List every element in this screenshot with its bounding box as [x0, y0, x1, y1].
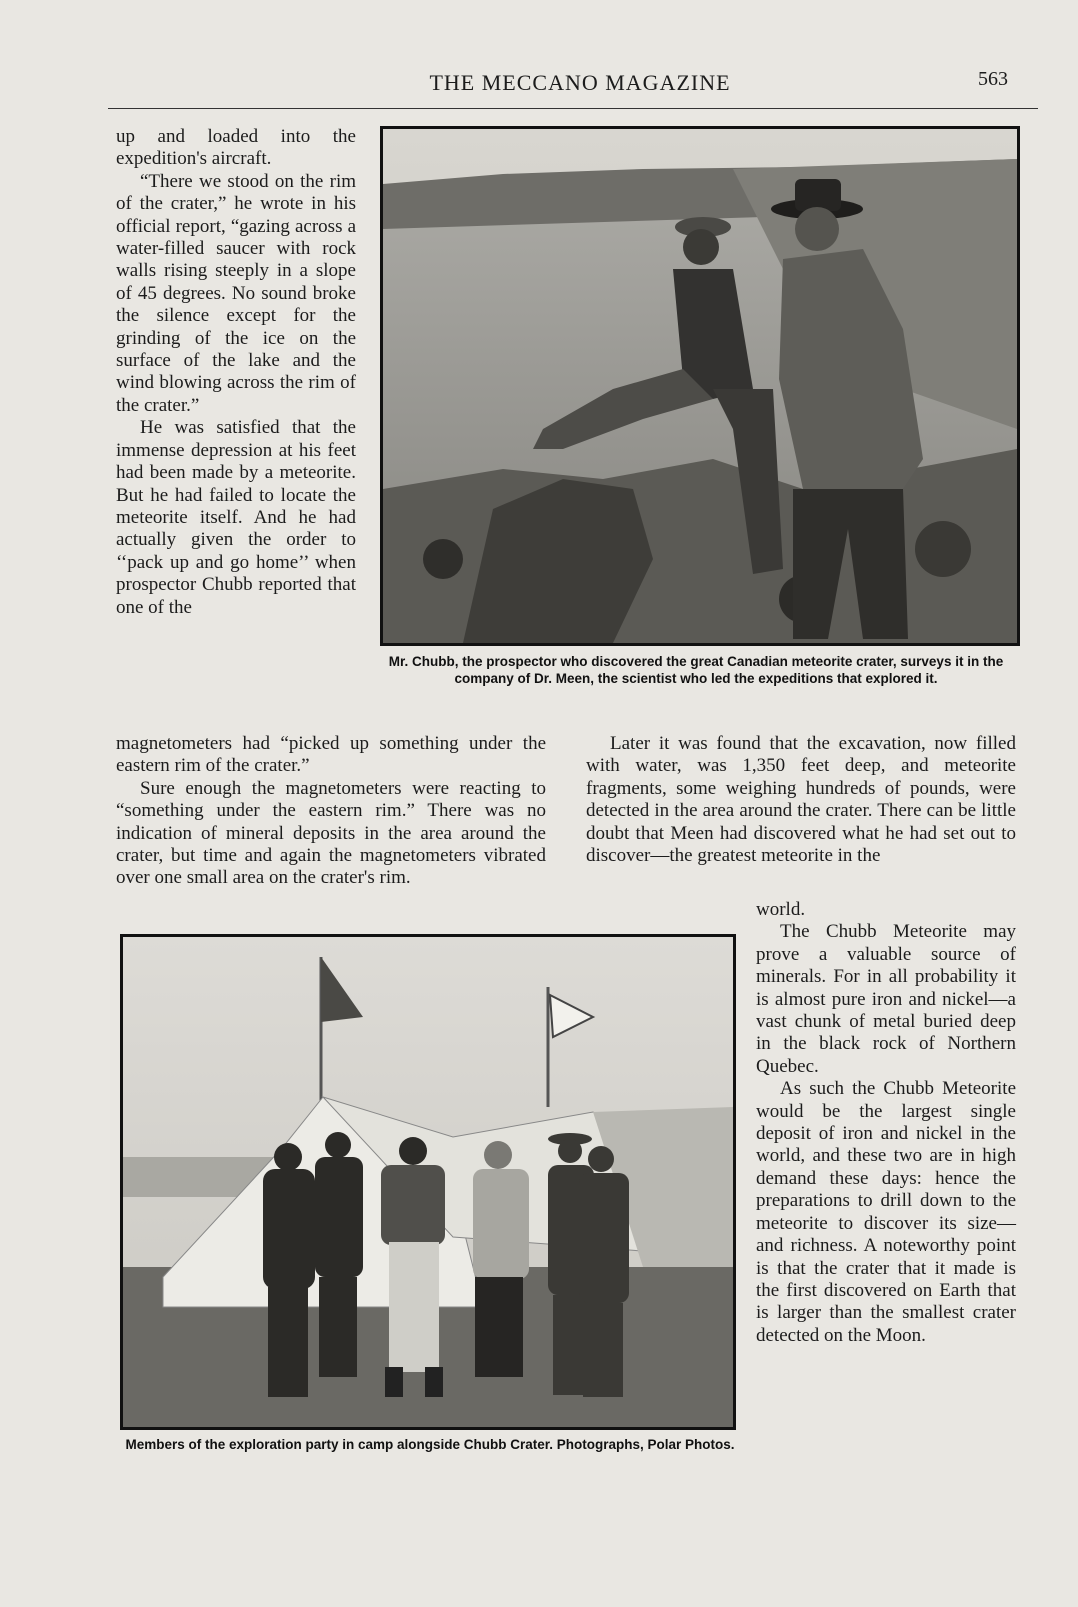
magazine-title: THE MECCANO MAGAZINE	[429, 70, 731, 95]
page-number: 563	[978, 68, 1008, 90]
column-right-mid	[586, 733, 1016, 867]
paragraph: As such the Chubb Meteorite would be the largest single deposit of iron and nickel in the world, and these two are in high demand these days: hence the preparations to drill down to the meteorite to discover its size—and richness. A noteworthy point is that the crater that it made is the first discovered on Earth that is larger than the smallest crater detected on the Moon.	[756, 1078, 1016, 1346]
camp-photo-illustration	[123, 937, 733, 1427]
caption-bottom-photo: Members of the exploration party in camp alongside Chubb Crater. Photographs, Polar Photos.	[125, 1437, 735, 1452]
paragraph: up and loaded into the expedition's aircraft.	[116, 126, 356, 170]
photo-exploration-camp	[120, 934, 736, 1430]
caption-top-photo: Mr. Chubb, the prospector who discovered the great Canadian meteorite crater, surveys it in the company of Dr. Meen, the scientist who led the expeditions that explored it.	[388, 654, 1004, 686]
photo-crater-rim	[380, 126, 1020, 646]
column-left-top	[116, 126, 356, 619]
crater-photo-illustration	[383, 129, 1017, 643]
paragraph: Sure enough the magnetometers were reacting to “something under the eastern rim.” There was no indication of mineral deposits in the area around the crater, but time and again the magnetometers vibrated over one small area on the crater's rim.	[116, 777, 546, 889]
paragraph: “There we stood on the rim of the crater,” he wrote in his official report, “gazing across a water-filled saucer with rock walls rising steeply in a slope of 45 degrees. No sound broke the silence except for the grinding of the ice on the surface of the lake and the wind blowing across the rim of the crater.”	[116, 170, 356, 416]
column-right-bottom	[756, 899, 1016, 1347]
paragraph: world.	[756, 899, 806, 920]
column-left-mid	[116, 733, 546, 890]
paragraph: He was satisfied that the immense depression at his feet had been made by a meteorite. But he had failed to locate the meteorite itself. And he had actually given the order to ‘‘pack up and go home’’ when prospector Chubb reported that one of the	[116, 417, 356, 618]
paragraph: Later it was found that the excavation, now filled with water, was 1,350 feet deep, and meteorite fragments, some weighing hundreds of pounds, were detected in the area around the crater. There can be little doubt that Meen had discovered what he had set out to discover—the greatest meteorite in the	[586, 733, 1016, 867]
paragraph: magnetometers had “picked up something under the eastern rim of the crater.”	[116, 733, 546, 777]
header-rule	[108, 108, 1038, 109]
paragraph: The Chubb Meteorite may prove a valuable source of minerals. For in all probability it is almost pure iron and nickel—a vast chunk of metal buried deep in the black rock of Northern Quebec.	[756, 921, 1016, 1077]
